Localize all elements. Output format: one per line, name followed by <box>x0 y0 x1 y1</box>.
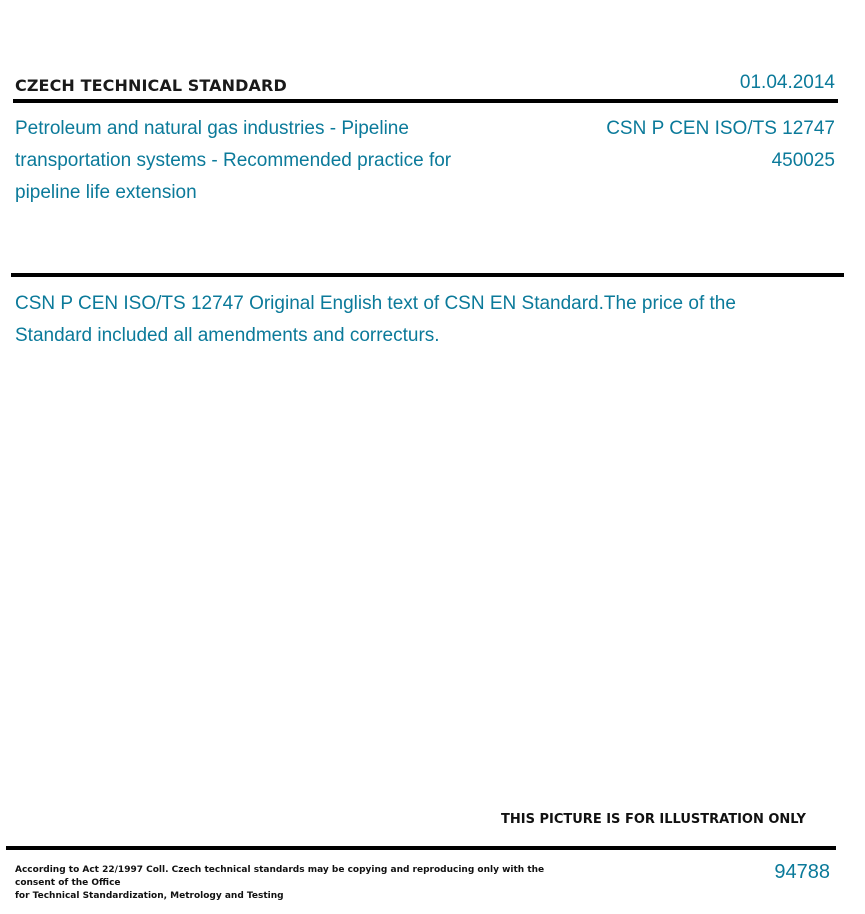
legal-notice-line-1: According to Act 22/1997 Coll. Czech technical standards may be copying and reproducing only with the consent of the Office <box>15 865 545 888</box>
standard-code-block <box>606 113 835 177</box>
section-divider <box>11 273 844 277</box>
footer-divider <box>6 846 836 850</box>
document-number: 94788 <box>774 861 830 883</box>
header-divider <box>13 99 838 103</box>
standard-class-number: 450025 <box>771 150 835 171</box>
legal-notice <box>15 864 575 903</box>
illustration-note: THIS PICTURE IS FOR ILLUSTRATION ONLY <box>501 812 806 827</box>
publication-date: 01.04.2014 <box>739 72 835 93</box>
standard-title: Petroleum and natural gas industries - Pipeline transportation systems - Recommended practice for pipeline life extension <box>15 118 452 203</box>
legal-notice-line-2: for Technical Standardization, Metrology and Testing <box>15 891 284 901</box>
standard-code: CSN P CEN ISO/TS 12747 <box>606 118 835 139</box>
standard-description: CSN P CEN ISO/TS 12747 Original English text of CSN EN Standard.The price of the Standard included all amendments and correcturs. <box>15 293 736 346</box>
standard-type-label: CZECH TECHNICAL STANDARD <box>15 76 287 95</box>
